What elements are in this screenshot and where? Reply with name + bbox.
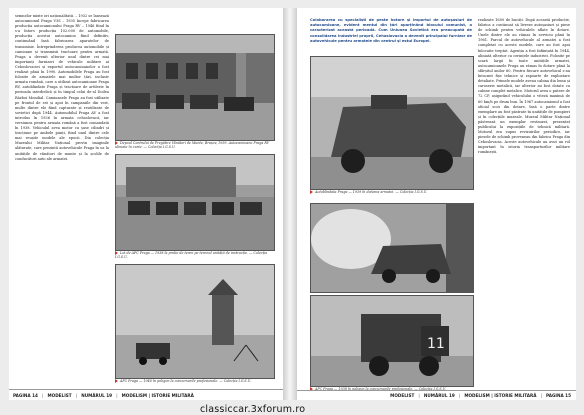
right-page xyxy=(297,8,576,400)
left-body-text: semnelor mixte ori naționalitatii. – 1932 se lansează autocamionul Praga V3S – 1935 începe fabricarea producția autocamionului Praga RV – 1946 fiind în s-a întors producția 102.000 de automobile, producția acestui autocamion fiind definitiv, continuând însă fabricarea aparatelor de transmisie. Întreprinderea producea automobile și camioane și transmisii tractoare pentru armată. Praga a devenit ulterior unul dintre cei mai importanți furnizori de vehicule militare ai Cehoslovaciei și exportul autocamioanelor a fost realizat până în 1990. Automobilele Praga au fost folosite de armatele mai multor țări, inclusiv armata română, care a utilizat autocamioane Praga RV, autoblindate Praga și tractoare de artilerie în perioada interbelică și în timpul celui de-al Doilea Război Mondial. Camioanele Praga au fost utilizate pe frontul de est și apoi în campaniile din vest, multe dintre ele fiind capturate și reutilizate de sovietici după 1944. Automobilul Praga AV a fost introdus în 1936 în armata cehoslovacă, iar versiunea pentru armata română a fost comandată în 1938. Vehiculul avea motor cu șase cilindri și tracțiune pe ambele punți, fiind unul dintre cele mai reușite modele ale epocii. Din colecția Muzeului Militar Național provin imaginile alăturate, care prezintă autovehicule Praga în uz la unitățile de vânători de munte și la școlile de conducători auto ale armatei. xyxy=(15,14,109,161)
photo-apc-field xyxy=(115,154,275,251)
left-magazine-name: MODELIST xyxy=(47,392,72,398)
left-page-number: PAGINA 14 xyxy=(13,392,38,398)
right-magazine-name: MODELIST xyxy=(390,393,415,398)
right-footer: MODELIST | NUMĂRUL 19 | MODELISM | ISTORIE MILITARĂ | PAGINA 15 xyxy=(297,390,576,400)
left-page xyxy=(9,8,283,400)
photo-apc-polygon xyxy=(115,264,275,379)
site-watermark: classiccar.3xforum.ro xyxy=(200,404,306,415)
left-issue-number: NUMĂRUL 19 xyxy=(81,392,113,398)
caption-arrow-icon xyxy=(115,379,118,383)
caption-arrow-icon xyxy=(310,190,313,194)
left-caption-2: Lot de APC Praga — 1938 la probe de teren pe terenul unității de instrucție. — Colecția I.G.S.U. xyxy=(115,251,268,260)
right-page-number: PAGINA 15 xyxy=(546,393,571,398)
right-body-text: realizate 1600 de bucăți. După această producție, fabrica a continuat să livreze autoșasiuri și piese de schimb pentru vehiculele aflate în dotare. Unele dintre ele au rămas în serviciu până în 1961. Parcul de autovehicule al armatei a fost completat cu aceste modele, care au fost apoi înlocuite treptat. Agenția a fost înființată în 1944, aliniată ulterior cu cerințele industriei. Folosite pe scară largă în toate unitățile armatei, autocamioanele Praga au rămas în dotare până la sfârșitul anilor 60. Pentru fiecare autovehicul s-au întocmit fișe tehnice și rapoarte de exploatare detaliate. Primele modele aveau cabina din lemn și caroserie metalică, iar ulterior au fost dotate cu cabine complet metalice. Motorul avea o putere de 72 CP, asigurând vehiculului o viteză maximă de 60 km/h pe drum bun. În 1967 autocamionul a fost oficial scos din dotare, însă o parte dintre exemplare au fost păstrate în unitățile de pompieri și în colecțiile muzeale. Muzeul Militar Național păstrează un exemplar restaurat, prezentat publicului la expozițiile de tehnică militară. Motorul era supus revizuirilor periodice, iar piesele de schimb proveneau din fabrica Praga din Cehoslovacia. Aceste autovehicule au avut un rol important în istoria transporturilor militare românești. xyxy=(478,18,570,155)
right-caption-2: APC Praga — 1938 în poligon la concursurile profesionale. — Colecția I.G.S.U. xyxy=(310,387,472,391)
left-footer: PAGINA 14 | MODELIST | NUMĂRUL 19 | MODELISM | ISTORIE MILITARĂ xyxy=(9,389,283,400)
photo-truck-11 xyxy=(310,295,474,387)
left-caption-1: Depoul Centrului de Pregătire Vânători de Munte, Brașov, 1939. Autocamioane Praga RV aliniate în curte. — Colecția I.G.S.U. xyxy=(115,141,270,150)
photo-armored-car-smoke xyxy=(310,203,474,293)
right-caption-1: Autoblindata Praga — 1939 în dotarea armatei. — Colecția I.G.S.U. xyxy=(310,190,472,194)
right-issue-number: NUMĂRUL 19 xyxy=(423,393,455,398)
photo-armored-car xyxy=(310,56,474,190)
left-caption-3: APC Praga — 1940 în poligon la concursurile profesionale. — Colecția I.G.S.U. xyxy=(115,379,273,383)
page-gutter xyxy=(283,8,297,400)
photo-depot-trucks xyxy=(115,34,275,141)
right-intro: Colaborarea cu specialiști de peste hotare și importul de autoșasiuri de autocamioane, evident mentul din țări aparținând blocului comunist, a caracterizat această perioadă. Cum Uniunea Sovietică era preocupată de consolidarea industriei proprii, Cehoslovacia a devenit principalul furnizor de autovehicule pentru armatele din centrul și estul Europei. xyxy=(310,18,472,43)
caption-arrow-icon xyxy=(115,141,118,145)
right-section-name: MODELISM | ISTORIE MILITARĂ xyxy=(464,393,537,398)
caption-arrow-icon xyxy=(115,251,118,255)
svg-text:11: 11 xyxy=(427,336,445,352)
left-section-name: MODELISM | ISTORIE MILITARĂ xyxy=(121,392,194,398)
